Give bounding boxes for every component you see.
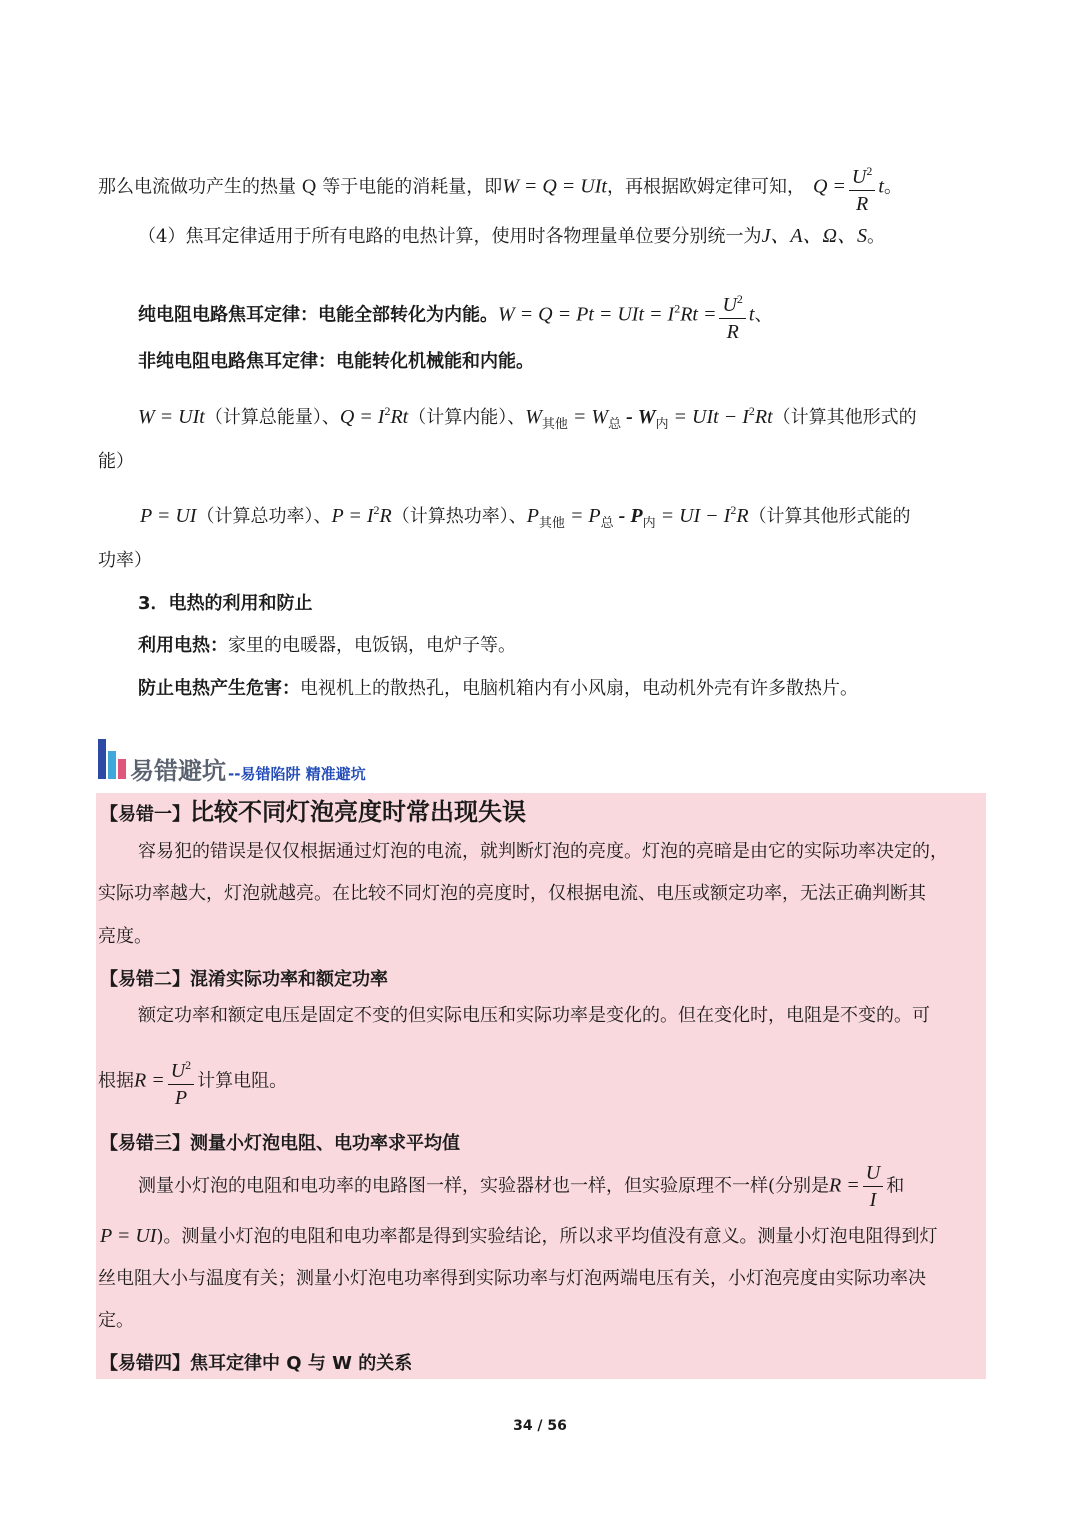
banner-title: 易错避坑 <box>130 757 226 785</box>
error-3-heading: 【易错三】测量小灯泡电阻、电功率求平均值 <box>100 1133 460 1154</box>
para-nonpure-resistance: 非纯电阻电路焦耳定律：电能转化机械能和内能。 <box>138 351 534 372</box>
error-3-line-1: 测量小灯泡的电阻和电功率的电路图一样，实验器材也一样，但实验原理不一样(分别是R = $\frac{U}{I}$ 和 <box>138 1162 905 1211</box>
para-joule-units: （4）焦耳定律适用于所有电路的电热计算，使用时各物理量单位要分别统一为J、A、Ω、S。 <box>138 225 886 247</box>
para-heat-use: 利用电热：家里的电暖器，电饭锅，电炉子等。 <box>138 635 516 656</box>
error-3-line-3: 丝电阻大小与温度有关；测量小灯泡电功率得到实际功率与灯泡两端电压有关，小灯泡亮度由实际功率决 <box>98 1268 926 1289</box>
banner-logo-icon <box>96 737 132 781</box>
fraction-u-over-i: $\frac{U}{I}$ <box>863 1160 883 1213</box>
error-1-line-1: 容易犯的错误是仅仅根据通过灯泡的电流，就判断灯泡的亮度。灯泡的亮暗是由它的实际功率决定的， <box>138 841 948 862</box>
error-3-line-4: 定。 <box>98 1310 134 1331</box>
error-4-heading: 【易错四】焦耳定律中 Q 与 W 的关系 <box>100 1353 413 1374</box>
para-heat-equals-energy: 那么电流做功产生的热量 Q 等于电能的消耗量，即W = Q = UIt，再根据欧姆定律可知， Q = $\frac{U^2}{R}$ t。 <box>98 158 902 217</box>
error-1-line-3: 亮度。 <box>98 926 152 947</box>
para-power-formulas: P = UI（计算总功率）、$P = I^2R$（计算热功率）、$P_{其他} = P_总 - P_内$ = UI − $I^2R$（计算其他形式能的 <box>140 503 911 531</box>
section-heading-heat-use: 3．电热的利用和防止 <box>138 593 313 614</box>
fraction-u2-over-r: $\frac{U^2}{R}$ <box>849 158 875 217</box>
para-energy-formulas-cont: 能） <box>98 451 134 472</box>
error-1-heading: 【易错一】比较不同灯泡亮度时常出现失误 <box>100 798 526 826</box>
para-power-formulas-cont: 功率） <box>98 550 152 571</box>
fraction-u2-over-r: $\frac{U^2}{R}$ <box>719 286 745 345</box>
para-energy-formulas: W = UIt（计算总能量）、$Q = I^2Rt$（计算内能）、$W_{其他} = W_总 - W_内$ = UIt − $I^2Rt$（计算其他形式的 <box>138 404 917 432</box>
banner-subtitle: --易错陷阱 精准避坑 <box>228 765 366 783</box>
error-2-line-2: 根据R = $\frac{U^2}{P}$ 计算电阻。 <box>98 1052 287 1111</box>
error-2-heading: 【易错二】混淆实际功率和额定功率 <box>100 969 388 990</box>
error-2-line-1: 额定功率和额定电压是固定不变的但实际电压和实际功率是变化的。但在变化时，电阻是不变的。可 <box>138 1005 930 1026</box>
para-pure-resistance: 纯电阻电路焦耳定律：电能全部转化为内能。W = Q = Pt = UIt = $I^2Rt$ = $\frac{U^2}{R}$ t、 <box>138 286 772 345</box>
fraction-u2-over-p: $\frac{U^2}{P}$ <box>168 1052 194 1111</box>
page-number: 34 / 56 <box>513 1418 567 1434</box>
para-heat-prevent: 防止电热产生危害：电视机上的散热孔，电脑机箱内有小风扇，电动机外壳有许多散热片。 <box>138 678 858 699</box>
error-3-line-2: P = UI)。测量小灯泡的电阻和电功率都是得到实验结论，所以求平均值没有意义。测量小灯泡电阻得到灯 <box>100 1225 938 1247</box>
error-1-line-2: 实际功率越大，灯泡就越亮。在比较不同灯泡的亮度时，仅根据电流、电压或额定功率，无法正确判断其 <box>98 883 926 904</box>
